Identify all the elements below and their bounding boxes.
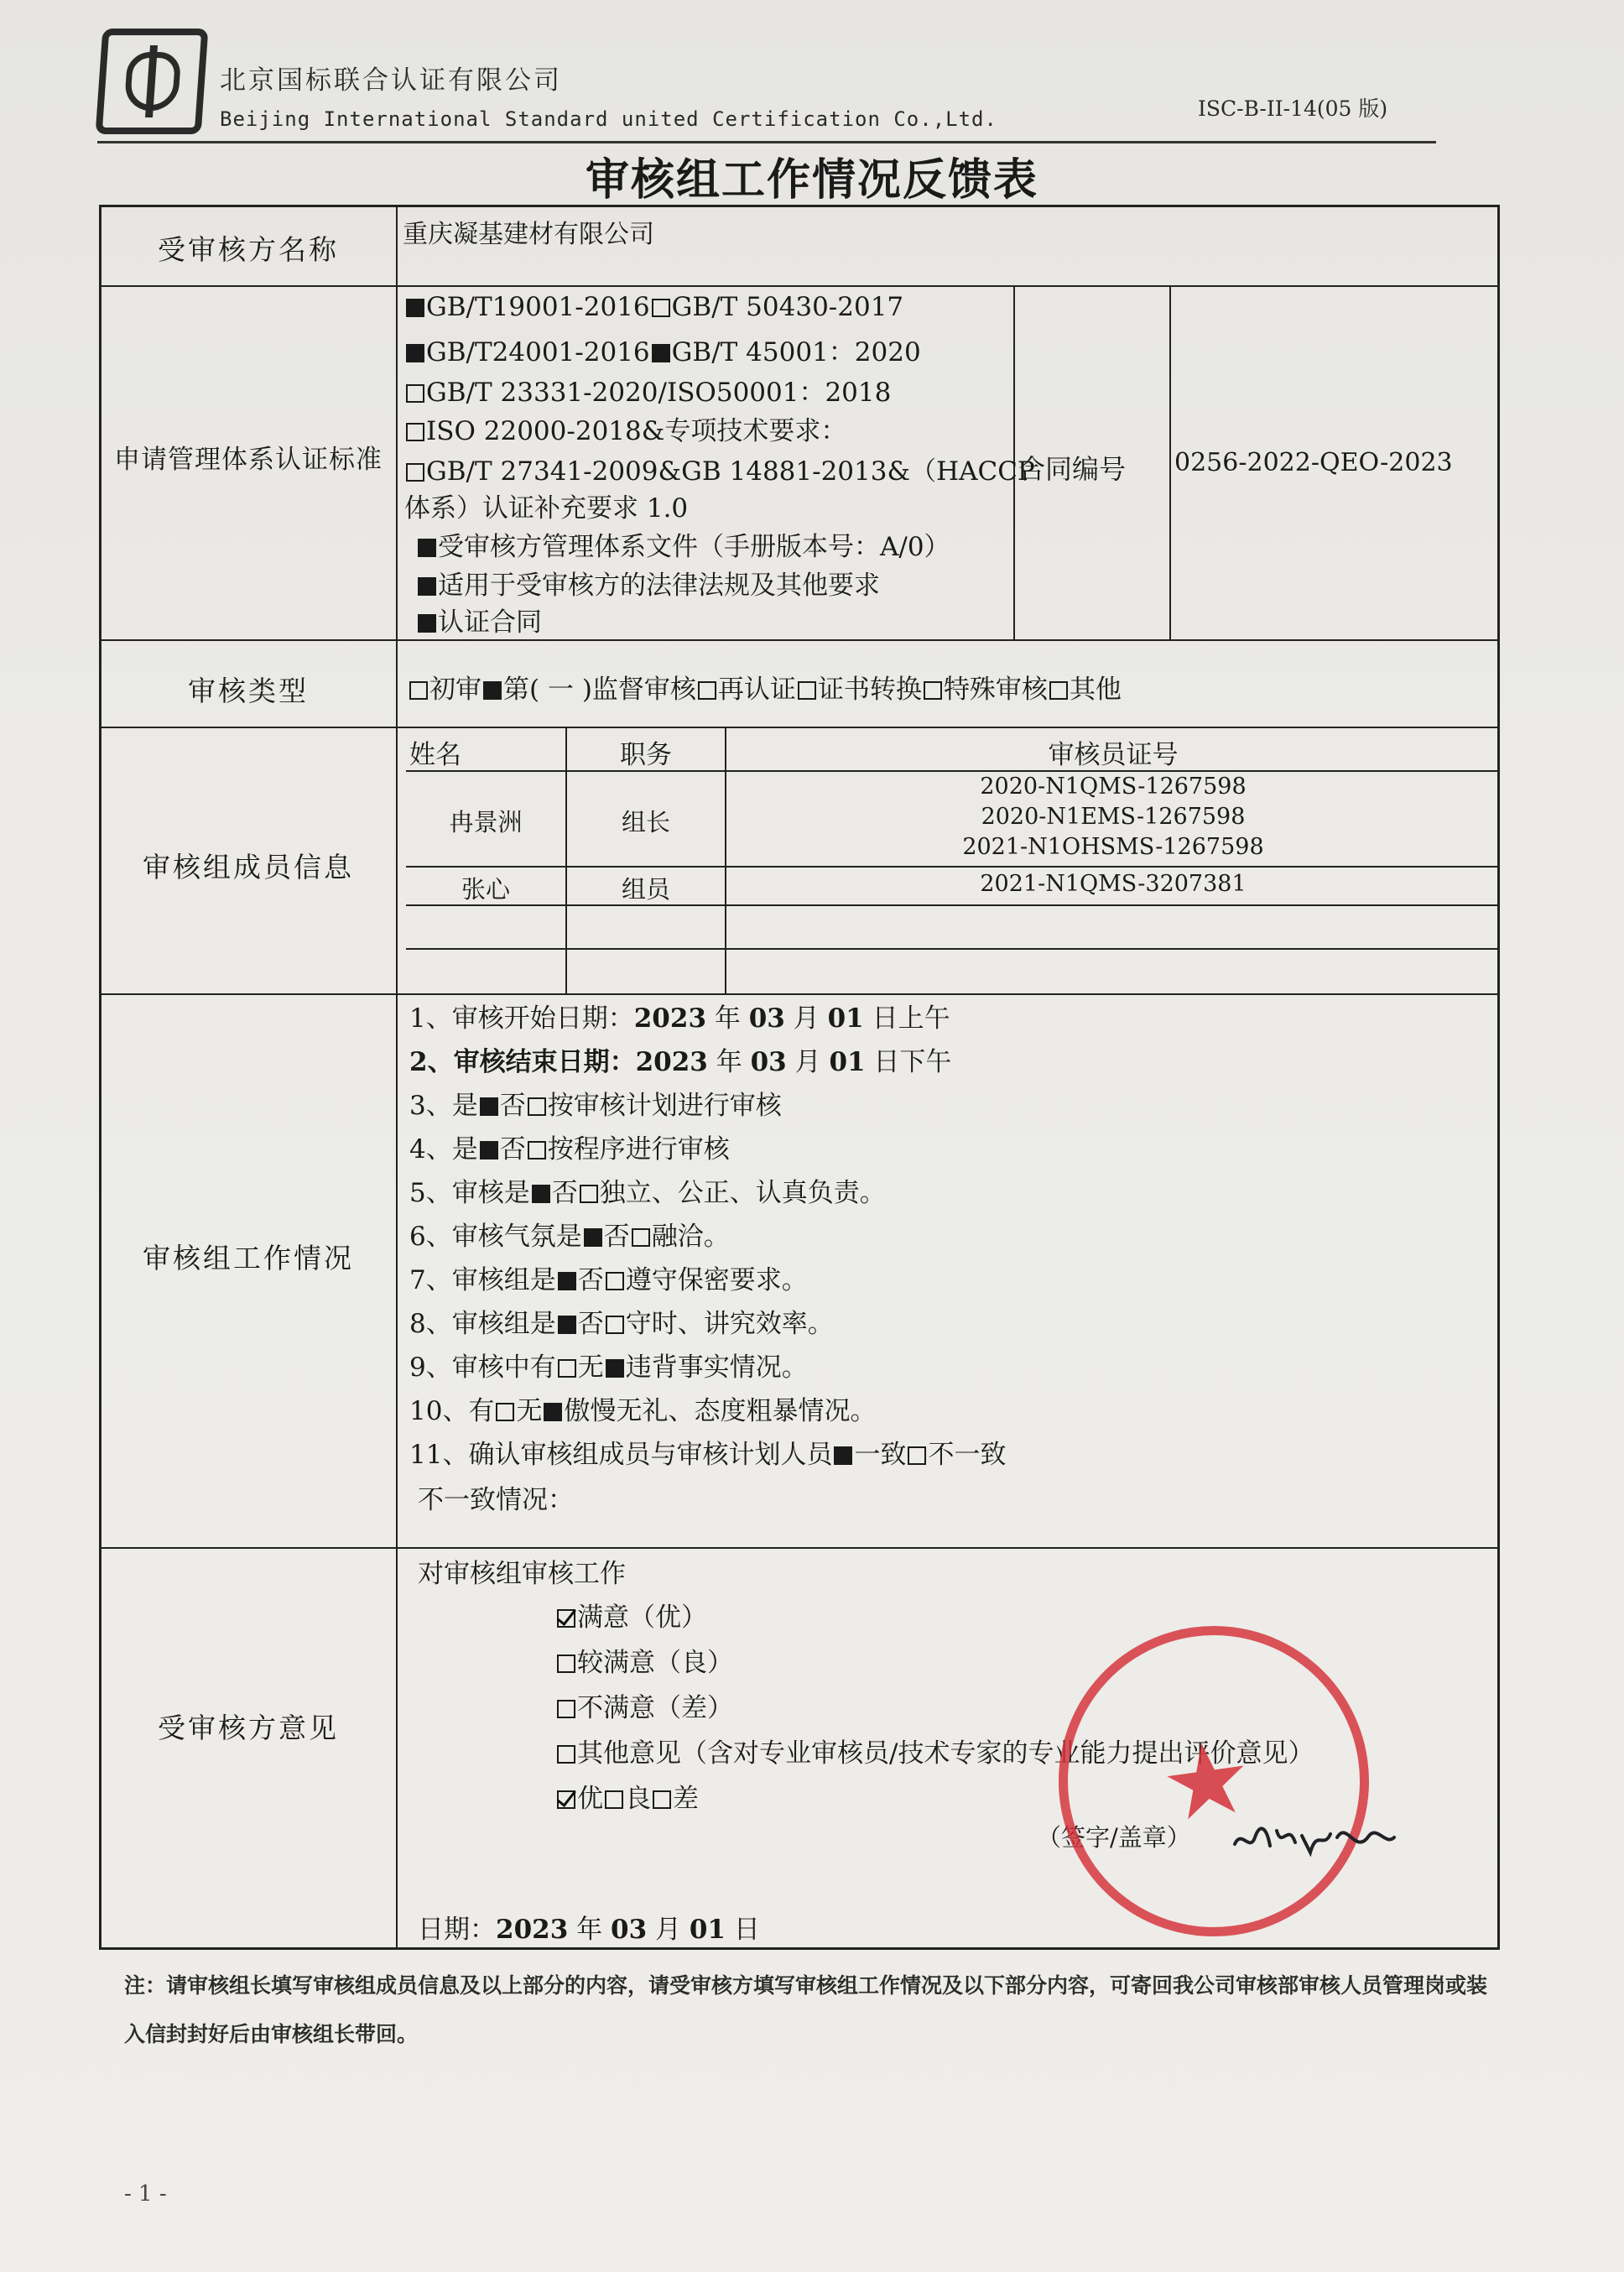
team-header-name: 姓名: [409, 740, 461, 770]
checkbox-checked-icon: [418, 614, 436, 633]
team-header-role: 职务: [620, 740, 672, 770]
audit-type-label: 审核类型: [188, 675, 309, 707]
checkbox-empty-icon: [558, 1359, 576, 1378]
checkbox-empty-icon: [528, 1141, 546, 1159]
checkbox-empty-icon: [496, 1403, 514, 1421]
work-item-12: 不一致情况：: [418, 1485, 574, 1515]
checkbox-checked-icon: [544, 1403, 562, 1421]
work-item-9: 9、审核中有 无 违背事实情况。: [409, 1352, 808, 1383]
checkbox-empty-icon: [605, 1790, 623, 1809]
company-logo: [96, 29, 209, 134]
work-item-6: 6、审核气氛是 否 融洽。: [409, 1222, 730, 1252]
company-name-en: Beijing International Standard united Certification Co.,Ltd.: [220, 107, 997, 131]
checkbox-checked-icon: [480, 1141, 498, 1159]
work-item-2: 2、审核结束日期：2023 年 03 月 01 日下午: [409, 1047, 952, 1077]
standard-line-3: GB/T 23331-2020/ISO50001：2018: [404, 371, 891, 409]
checkbox-checked-icon: [834, 1446, 852, 1465]
star-icon: ★: [1153, 1717, 1260, 1846]
page-title: 审核组工作情况反馈表: [585, 155, 1038, 206]
work-item-7: 7、审核组是 否 遵守保密要求。: [409, 1265, 808, 1295]
contract-number: 0256-2022-QEO-2023: [1174, 448, 1453, 477]
checkbox-empty-icon: [406, 384, 424, 403]
checkbox-checked-icon: [558, 1316, 576, 1334]
opinion-grade: 优 良 差: [555, 1777, 699, 1815]
work-item-1: 1、审核开始日期：2023 年 03 月 01 日上午: [409, 1003, 950, 1034]
standard-line-4: ISO 22000-2018&专项技术要求：: [404, 409, 846, 447]
checkbox-empty-icon: [557, 1654, 575, 1673]
checkbox-empty-icon: [653, 1790, 671, 1809]
standard-line-8: 适用于受审核方的法律法规及其他要求: [416, 564, 880, 602]
checkbox-checked-icon: [418, 539, 436, 557]
standard-line-6: 体系）认证补充要求 1.0: [404, 493, 689, 524]
checkbox-checked-icon: [483, 681, 502, 700]
checkbox-empty-icon: [908, 1446, 926, 1465]
opinion-label: 受审核方意见: [158, 1712, 339, 1744]
checkbox-ticked-icon: [557, 1609, 575, 1628]
work-item-8: 8、审核组是 否 守时、讲究效率。: [409, 1309, 834, 1339]
member-cert: 2021-N1OHSMS-1267598: [962, 834, 1264, 860]
member-cert: 2021-N1QMS-3207381: [980, 871, 1247, 897]
work-label: 审核组工作情况: [143, 1242, 354, 1274]
member-name: 冉景洲: [449, 808, 523, 836]
opinion-option-2: 较满意（良）: [555, 1641, 733, 1679]
checkbox-checked-icon: [584, 1228, 602, 1247]
standard-line-5: GB/T 27341-2009&GB 14881-2013&（HACCP: [404, 450, 1035, 487]
checkbox-empty-icon: [606, 1316, 624, 1334]
checkbox-empty-icon: [409, 681, 428, 700]
footer-note: 注：请审核组长填写审核组成员信息及以上部分的内容，请受审核方填写审核组工作情况及以下部分内容，可寄回我公司审核部审核人员管理岗或装入信封封好后由审核组长带回。: [124, 1973, 1488, 2046]
opinion-option-1: 满意（优）: [555, 1596, 707, 1634]
opinion-option-4: 其他意见（含对专业审核员/技术专家的专业能力提出评价意见）: [555, 1732, 1314, 1769]
checkbox-empty-icon: [1049, 681, 1068, 700]
standards-label: 申请管理体系认证标准: [114, 445, 383, 475]
standard-line-2: GB/T24001-2016 GB/T 45001：2020: [404, 331, 921, 368]
team-label: 审核组成员信息: [143, 851, 354, 883]
auditee-name: 重庆凝基建材有限公司: [403, 220, 654, 249]
audit-type-options: 初审 第( 一 )监督审核 再认证 证书转换 特殊审核 其他: [408, 668, 1122, 706]
checkbox-checked-icon: [406, 299, 424, 317]
opinion-intro: 对审核组审核工作: [418, 1559, 626, 1589]
checkbox-empty-icon: [798, 681, 816, 700]
member-role: 组员: [621, 875, 670, 904]
standard-line-1: GB/T19001-2016 GB/T 50430-2017: [404, 292, 903, 322]
checkbox-checked-icon: [558, 1272, 576, 1290]
checkbox-empty-icon: [606, 1272, 624, 1290]
checkbox-empty-icon: [632, 1228, 650, 1247]
work-item-4: 4、是 否 按程序进行审核: [409, 1134, 730, 1165]
checkbox-ticked-icon: [557, 1790, 575, 1809]
handwritten-signature: [1230, 1812, 1398, 1863]
member-role: 组长: [621, 808, 670, 836]
company-name-cn: 北京国标联合认证有限公司: [220, 65, 562, 96]
work-item-5: 5、审核是 否 独立、公正、认真负责。: [409, 1178, 886, 1208]
opinion-date: 日期：2023 年 03 月 01 日: [418, 1915, 760, 1945]
standard-line-7: 受审核方管理体系文件（手册版本号：A/0）: [416, 525, 950, 563]
work-item-3: 3、是 否 按审核计划进行审核: [409, 1091, 782, 1121]
member-cert: 2020-N1QMS-1267598: [980, 774, 1247, 800]
auditee-label: 受审核方名称: [158, 233, 339, 266]
form-code: ISC-B-II-14(05 版): [1198, 96, 1388, 121]
work-item-10: 10、有 无 傲慢无礼、态度粗暴情况。: [409, 1396, 877, 1426]
opinion-option-3: 不满意（差）: [555, 1686, 733, 1724]
team-header-cert: 审核员证号: [1048, 740, 1179, 770]
checkbox-empty-icon: [406, 463, 424, 482]
checkbox-empty-icon: [557, 1700, 575, 1718]
header-divider: [97, 141, 1436, 143]
checkbox-empty-icon: [580, 1185, 598, 1203]
sign-label: （签字/盖章）: [1037, 1823, 1191, 1852]
checkbox-checked-icon: [406, 344, 424, 362]
checkbox-empty-icon: [652, 299, 670, 317]
checkbox-empty-icon: [406, 423, 424, 441]
checkbox-empty-icon: [698, 681, 716, 700]
checkbox-empty-icon: [557, 1745, 575, 1764]
checkbox-checked-icon: [480, 1097, 498, 1116]
member-name: 张心: [461, 875, 510, 904]
checkbox-empty-icon: [924, 681, 942, 700]
checkbox-checked-icon: [532, 1185, 550, 1203]
page-number: - 1 -: [124, 2181, 167, 2207]
checkbox-checked-icon: [606, 1359, 624, 1378]
checkbox-checked-icon: [418, 577, 436, 596]
checkbox-empty-icon: [528, 1097, 546, 1116]
member-cert: 2020-N1EMS-1267598: [981, 804, 1246, 830]
checkbox-checked-icon: [652, 344, 670, 362]
work-item-11: 11、确认审核组成员与审核计划人员 一致 不一致: [409, 1440, 1007, 1470]
contract-label: 合同编号: [1018, 453, 1127, 485]
standard-line-9: 认证合同: [416, 601, 542, 638]
